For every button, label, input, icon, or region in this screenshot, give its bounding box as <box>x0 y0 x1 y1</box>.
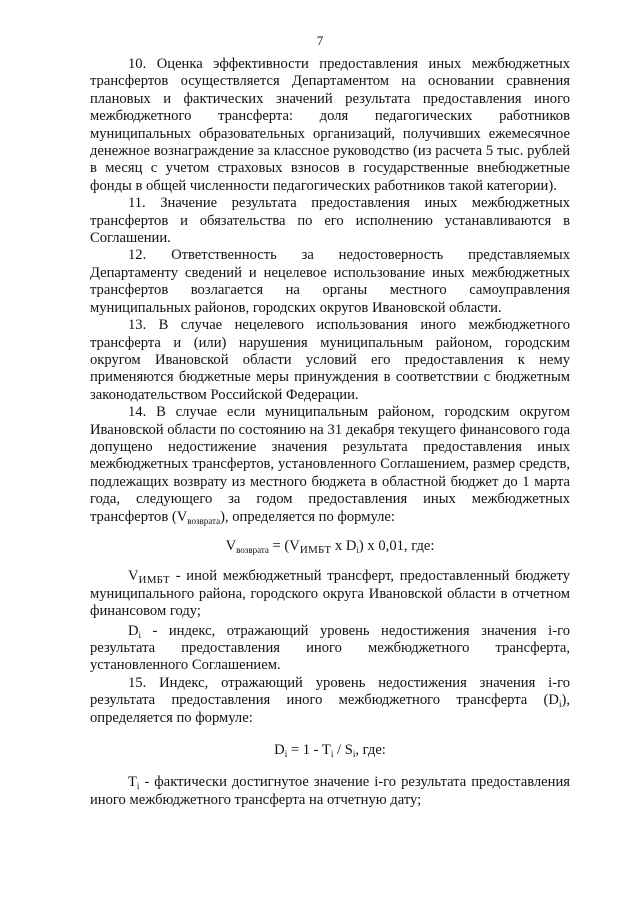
formula-index-t-sub: i <box>330 749 334 760</box>
formula-index-slash: / S <box>333 742 353 759</box>
formula-refund-v-sub: возврата <box>236 544 269 555</box>
formula-refund-x: x D <box>331 537 357 554</box>
definition-v-sub: ИМБТ <box>138 574 170 587</box>
definition-v-imbt <box>90 568 570 620</box>
formula-index-d-sub: i <box>284 749 288 760</box>
definition-t-text: - фактически достигнутое значение i-го результата предоставления иного межбюджетного трансферта на отчетную дату; <box>90 774 570 808</box>
page-number: 7 <box>316 33 324 48</box>
formula-refund-tail: ) x 0,01, где: <box>358 537 435 554</box>
definition-t-sub: i <box>136 781 140 792</box>
paragraph-12: 12. Ответственность за недостоверность представляемых Департаменту сведений и нецелевое использование иных межбюджетных трансфертов возлагается на органы местного самоуправления муниципальных районов, городских округов Ивановской области. <box>90 247 570 316</box>
definition-t-i <box>90 774 570 809</box>
paragraph-15-text: 15. Индекс, отражающий уровень недостижения значения i-го результата предоставления иного межбюджетного трансферта (D <box>90 674 570 709</box>
definition-d-text: - индекс, отражающий уровень недостижения значения i-го результата предоставления иного межбюджетного трансферта, установленного Соглашением. <box>90 622 570 674</box>
paragraph-14-end: ), определяется по формуле: <box>220 508 395 525</box>
definition-d-i <box>90 623 570 675</box>
paragraph-14 <box>90 404 570 526</box>
paragraph-10: 10. Оценка эффективности предоставления иных межбюджетных трансфертов осуществляется Департаментом на основании сравнения плановых и фактических значений результата предоставления иного межбюджетного трансферта: доля педагогических работников муниципальных образовательных организаций, получивших ежемесячное денежное вознаграждение за классное руководство (из расчета 5 тыс. рублей в месяц с учетом страховых взносов в государственные внебюджетные фонды в общей численности педагогических работников такой категории). <box>90 56 570 194</box>
formula-index <box>90 742 570 759</box>
formula-index-d: D <box>274 742 285 759</box>
paragraph-15-end: ), определяется по формуле: <box>90 692 570 726</box>
definition-d-symbol: D <box>128 622 139 639</box>
formula-refund <box>90 538 570 555</box>
formula-refund-v: V <box>225 537 237 554</box>
formula-refund-eq: = (V <box>268 537 300 554</box>
paragraph-14-subscript: возврата <box>187 515 221 526</box>
definition-v-symbol: V <box>128 568 139 585</box>
formula-index-mid: = 1 - T <box>287 742 331 759</box>
definition-d-sub: i <box>138 629 142 640</box>
document-body <box>90 56 570 809</box>
definition-v-text: - иной межбюджетный трансферт, предоставленный бюджету муниципального района, городского округа Ивановской области в отчетном финансовом году; <box>90 568 570 620</box>
paragraph-11: 11. Значение результата предоставления иных межбюджетных трансфертов и обязательства по его исполнению устанавливаются в Соглашении. <box>90 195 570 247</box>
paragraph-13: 13. В случае нецелевого использования иного межбюджетного трансферта и (или) нарушения муниципальным районом, городским округом Ивановской области условий его предоставления к нему применяются бюджетные меры принуждения в соответствии с бюджетным законодательством Российской Федерации. <box>90 317 570 403</box>
paragraph-15-subscript: i <box>558 699 562 710</box>
formula-refund-d-sub: i <box>356 544 359 555</box>
paragraph-14-text: 14. В случае если муниципальным районом, городским округом Ивановской области по состоянию на 31 декабря текущего финансового года допущено недостижение значения результата предоставления иных межбюджетных трансфертов, установленного Соглашением, размер средств, подлежащих возврату из местного бюджета в областной бюджет до 1 марта года, следующего за годом предоставления иных межбюджетных трансфертов (V <box>90 404 570 525</box>
formula-refund-imbt-sub: ИМБТ <box>299 543 332 556</box>
paragraph-15 <box>90 675 570 727</box>
definition-t-symbol: T <box>128 774 137 791</box>
formula-index-s-sub: i <box>352 749 356 760</box>
formula-index-tail: , где: <box>355 742 386 759</box>
